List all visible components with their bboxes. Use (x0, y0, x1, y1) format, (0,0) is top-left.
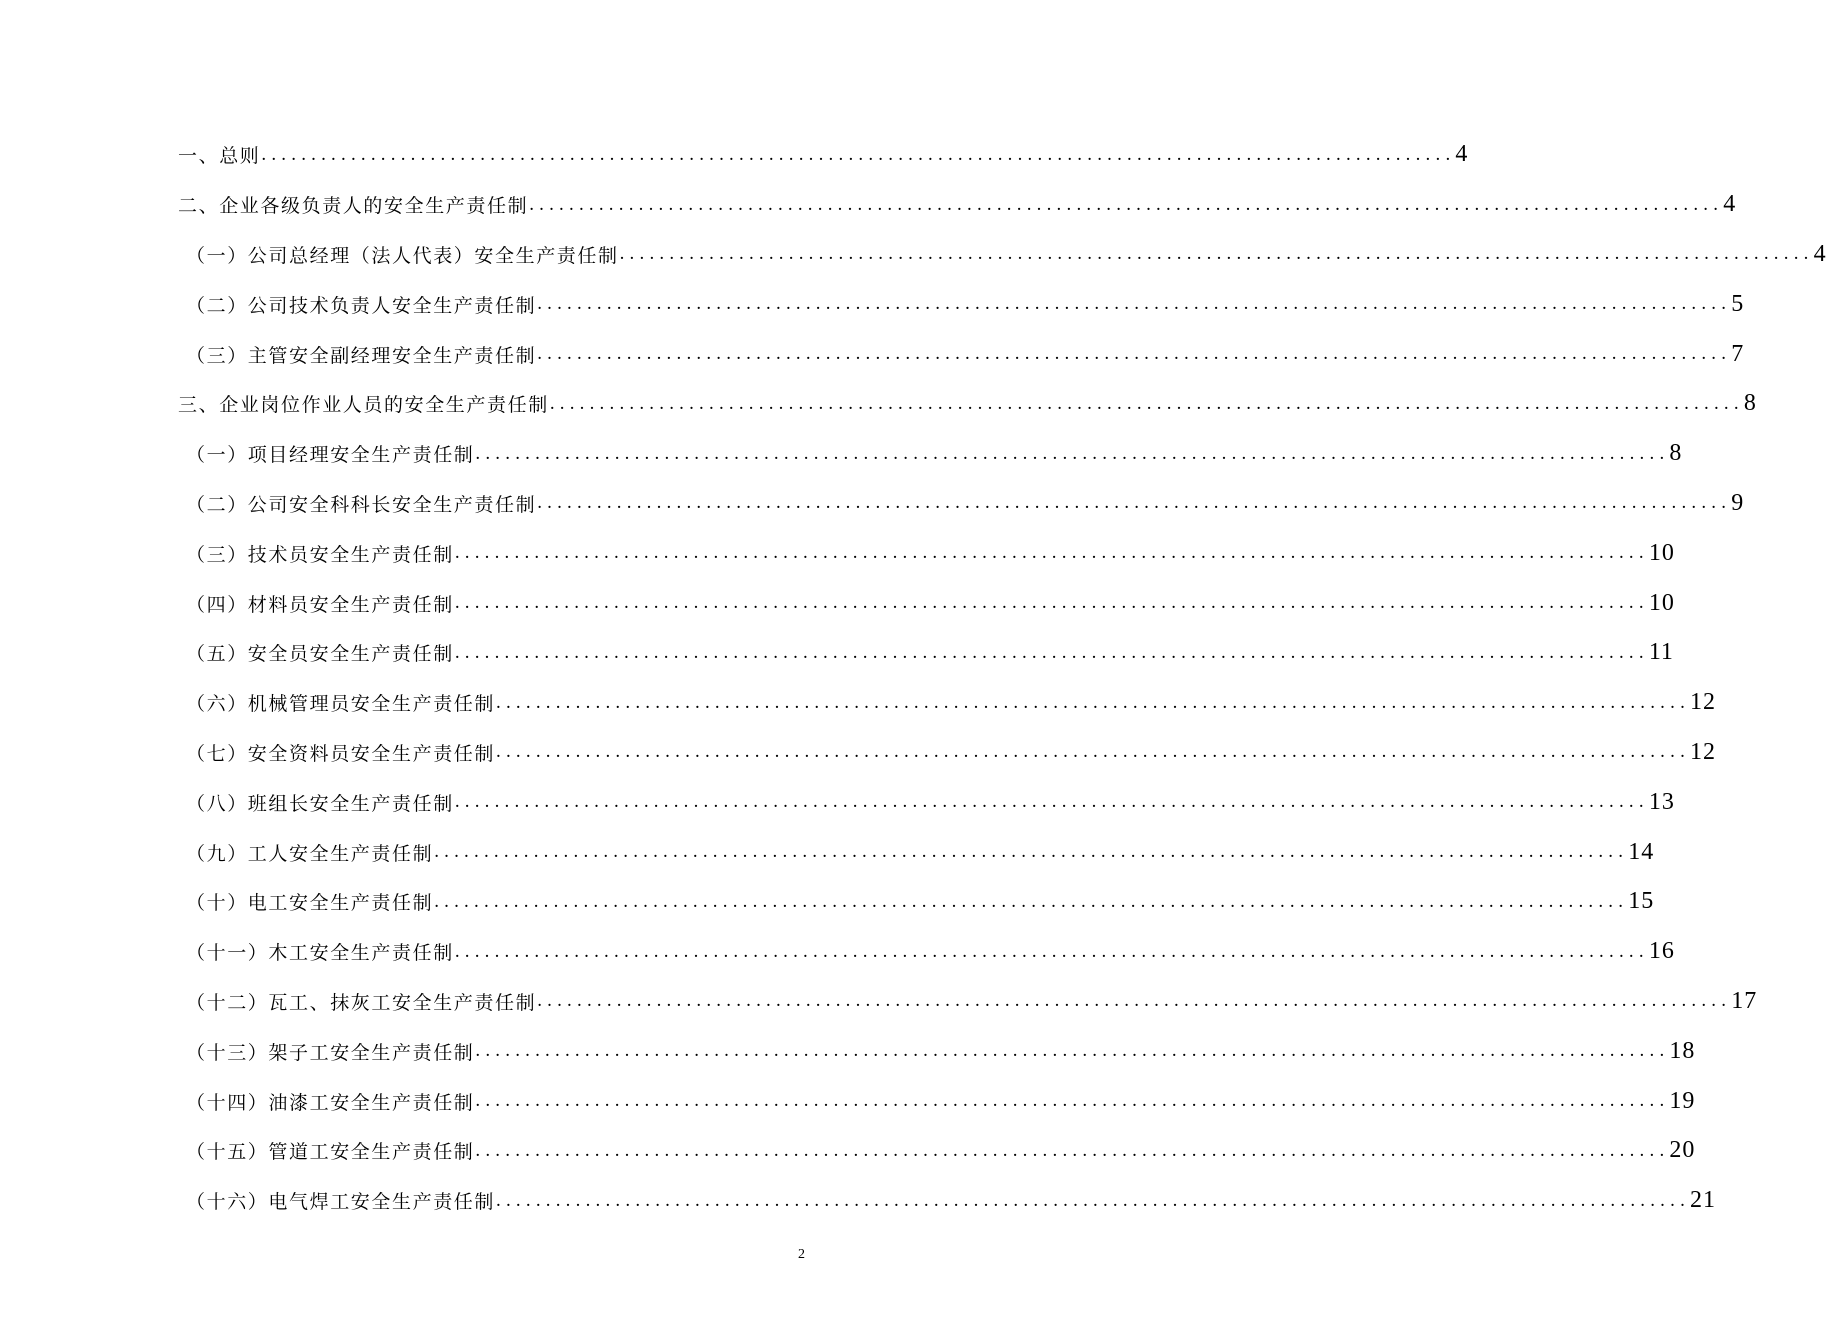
toc-entry[interactable] (178, 479, 1745, 529)
toc-dot-leader: ........................................................................................................................ (537, 293, 1732, 315)
toc-entry-page: 7 (1731, 340, 1745, 367)
toc-entry[interactable] (178, 1126, 1696, 1176)
toc-entry-page: 4 (1723, 191, 1737, 218)
toc-entry-label: （八）班组长安全生产责任制 (186, 792, 454, 815)
toc-entry[interactable] (178, 927, 1675, 977)
toc-dot-leader: ........................................................................................................................ (475, 442, 1670, 464)
toc-dot-leader: ........................................................................................................................ (537, 492, 1732, 514)
toc-entry-label: （十六）电气焊工安全生产责任制 (186, 1191, 496, 1214)
toc-dot-leader: ........................................................................................................................ (454, 940, 1649, 962)
toc-dot-leader: ........................................................................................................................ (434, 890, 1629, 912)
toc-entry[interactable] (178, 628, 1674, 678)
toc-entry-page: 4 (1455, 141, 1469, 168)
toc-entry-label: （十一）木工安全生产责任制 (186, 942, 454, 965)
toc-entry-label: （六）机械管理员安全生产责任制 (186, 693, 496, 716)
toc-entry-page: 20 (1669, 1137, 1696, 1164)
toc-entry[interactable] (178, 827, 1655, 877)
toc-dot-leader: ........................................................................................................................ (549, 392, 1744, 414)
toc-dot-leader: ........................................................................................................................ (537, 990, 1732, 1012)
toc-entry[interactable] (178, 429, 1683, 479)
toc-entry[interactable] (178, 877, 1655, 927)
toc-entry[interactable] (178, 728, 1717, 778)
toc-dot-leader: ........................................................................................................................ (537, 343, 1732, 365)
toc-dot-leader: ........................................................................................................................ (454, 592, 1649, 614)
toc-dot-leader: ........................................................................................................................ (496, 1189, 1691, 1211)
toc-dot-leader: ........................................................................................................................ (475, 1139, 1670, 1161)
toc-entry[interactable] (178, 180, 1737, 230)
toc-entry[interactable] (178, 329, 1745, 379)
toc-entry-page: 9 (1731, 489, 1745, 516)
toc-dot-leader: ........................................................................................................................ (496, 691, 1691, 713)
toc-entry-label: 一、总则 (178, 145, 261, 168)
toc-entry-page: 10 (1648, 539, 1675, 566)
toc-dot-leader: ........................................................................................................................ (454, 542, 1649, 564)
toc-dot-leader: ........................................................................................................................ (454, 791, 1649, 813)
toc-dot-leader: ........................................................................................................................ (619, 243, 1814, 265)
toc-entry[interactable] (178, 578, 1675, 628)
toc-entry-page: 12 (1690, 738, 1717, 765)
toc-entry-label: （十二）瓦工、抹灰工安全生产责任制 (186, 991, 537, 1014)
toc-entry-page: 16 (1648, 938, 1675, 965)
toc-entry[interactable] (178, 1176, 1717, 1226)
toc-entry[interactable] (178, 1026, 1696, 1076)
toc-entry[interactable] (178, 678, 1717, 728)
toc-entry-label: （十三）架子工安全生产责任制 (186, 1041, 475, 1064)
toc-entry-page: 5 (1731, 290, 1745, 317)
toc-entry-label: （二）公司安全科科长安全生产责任制 (186, 493, 537, 516)
toc-entry-page: 18 (1669, 1037, 1696, 1064)
toc-entry-label: （三）主管安全副经理安全生产责任制 (186, 344, 537, 367)
toc-entry[interactable] (178, 279, 1745, 329)
toc-entry-page: 4 (1813, 240, 1827, 267)
toc-entry-page: 13 (1648, 788, 1675, 815)
toc-entry-label: （七）安全资料员安全生产责任制 (186, 742, 496, 765)
toc-entry-page: 21 (1690, 1187, 1717, 1214)
toc-entry-label: （一）公司总经理（法人代表）安全生产责任制 (186, 244, 619, 267)
toc-dot-leader: ........................................................................................................................ (261, 143, 1456, 165)
toc-entry[interactable] (178, 1076, 1696, 1126)
toc-dot-leader: ........................................................................................................................ (529, 193, 1724, 215)
toc-entry[interactable] (178, 528, 1675, 578)
toc-entry-page: 10 (1648, 589, 1675, 616)
toc-dot-leader: ........................................................................................................................ (454, 641, 1649, 663)
toc-entry-label: 三、企业岗位作业人员的安全生产责任制 (178, 394, 549, 417)
toc-entry-page: 15 (1628, 888, 1655, 915)
toc-entry-label: （十五）管道工安全生产责任制 (186, 1141, 475, 1164)
table-of-contents (178, 130, 1827, 1226)
toc-entry-label: （九）工人安全生产责任制 (186, 842, 434, 865)
toc-entry-page: 17 (1731, 987, 1758, 1014)
page-number: 2 (798, 1247, 805, 1262)
toc-entry[interactable] (178, 379, 1757, 429)
toc-entry[interactable] (178, 230, 1827, 280)
toc-entry-label: （二）公司技术负责人安全生产责任制 (186, 294, 537, 317)
toc-entry-page: 8 (1669, 440, 1683, 467)
toc-entry-label: （十四）油漆工安全生产责任制 (186, 1091, 475, 1114)
toc-dot-leader: ........................................................................................................................ (475, 1090, 1670, 1112)
toc-entry-page: 11 (1648, 639, 1674, 666)
toc-entry-label: （一）项目经理安全生产责任制 (186, 444, 475, 467)
toc-entry-page: 12 (1690, 689, 1717, 716)
toc-entry[interactable] (178, 777, 1675, 827)
toc-entry[interactable] (178, 130, 1469, 180)
toc-entry-label: （十）电工安全生产责任制 (186, 892, 434, 915)
toc-dot-leader: ........................................................................................................................ (475, 1040, 1670, 1062)
toc-dot-leader: ........................................................................................................................ (434, 841, 1629, 863)
toc-entry-page: 14 (1628, 838, 1655, 865)
toc-entry-label: （四）材料员安全生产责任制 (186, 593, 454, 616)
toc-entry[interactable] (178, 977, 1758, 1027)
toc-entry-page: 8 (1743, 390, 1757, 417)
toc-entry-label: （三）技术员安全生产责任制 (186, 543, 454, 566)
toc-entry-page: 19 (1669, 1087, 1696, 1114)
toc-dot-leader: ........................................................................................................................ (496, 741, 1691, 763)
toc-entry-label: （五）安全员安全生产责任制 (186, 643, 454, 666)
toc-entry-label: 二、企业各级负责人的安全生产责任制 (178, 195, 529, 218)
